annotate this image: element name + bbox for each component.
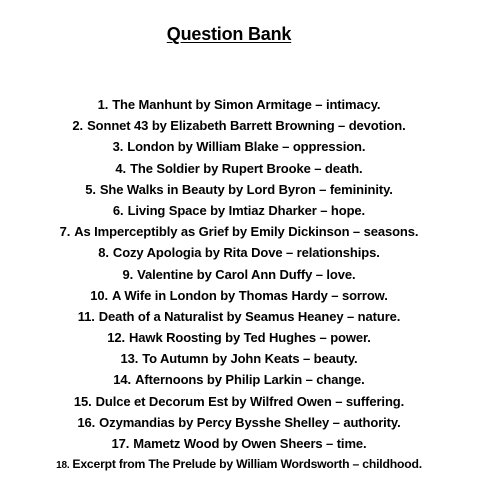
item-text: Death of a Naturalist by Seamus Heaney – nature.	[98, 308, 401, 324]
item-number: 16.	[77, 414, 96, 430]
list-item	[0, 136, 478, 157]
list-item	[0, 348, 478, 369]
item-text: A Wife in London by Thomas Hardy – sorrow.	[112, 287, 388, 303]
item-text: London by William Blake – oppression.	[127, 139, 366, 155]
question-list	[0, 94, 478, 475]
item-number: 9.	[122, 266, 134, 282]
list-item	[0, 264, 478, 285]
list-item	[0, 200, 478, 221]
item-text: Dulce et Decorum Est by Wilfred Owen – suffering.	[95, 393, 405, 409]
item-text: The Manhunt by Simon Armitage – intimacy.	[112, 97, 381, 112]
item-text: Cozy Apologia by Rita Dove – relationships.	[112, 245, 380, 261]
item-number: 2.	[72, 118, 84, 134]
item-number: 14.	[113, 372, 132, 388]
list-item	[0, 391, 478, 412]
item-number: 15.	[73, 393, 92, 409]
item-text: Living Space by Imtiaz Dharker – hope.	[127, 202, 366, 218]
list-item	[0, 285, 478, 306]
item-number: 5.	[85, 181, 96, 197]
list-item	[0, 327, 478, 348]
item-number: 3.	[112, 139, 124, 155]
item-number: 8.	[98, 245, 109, 261]
list-item	[0, 221, 478, 242]
list-item	[0, 158, 478, 179]
item-number: 18.	[56, 460, 70, 472]
item-text: Mametz Wood by Owen Sheers – time.	[133, 436, 367, 451]
item-text: To Autumn by John Keats – beauty.	[142, 351, 358, 367]
item-number: 11.	[77, 308, 95, 324]
item-text: She Walks in Beauty by Lord Byron – femininity.	[99, 181, 393, 197]
list-item	[0, 306, 478, 327]
item-number: 17.	[111, 436, 130, 451]
list-item	[0, 454, 478, 475]
item-text: Hawk Roosting by Ted Hughes – power.	[129, 330, 371, 346]
list-item	[0, 369, 478, 390]
item-number: 13.	[120, 351, 139, 367]
item-text: Valentine by Carol Ann Duffy – love.	[137, 266, 356, 282]
item-number: 12.	[107, 330, 126, 346]
page-title: Question Bank	[166, 24, 292, 44]
item-number: 10.	[90, 287, 109, 303]
list-item	[0, 412, 478, 433]
item-number: 4.	[115, 160, 127, 176]
item-number: 1.	[97, 97, 109, 112]
item-text: Afternoons by Philip Larkin – change.	[135, 372, 365, 388]
item-text: Excerpt from The Prelude by William Wordsworth – childhood.	[72, 457, 422, 472]
item-number: 6.	[112, 202, 124, 218]
list-item	[0, 115, 478, 136]
item-text: As Imperceptibly as Grief by Emily Dickinson – seasons.	[74, 224, 419, 240]
item-text: The Soldier by Rupert Brooke – death.	[130, 160, 363, 176]
list-item	[0, 242, 478, 263]
item-number: 7.	[59, 224, 71, 240]
item-text: Sonnet 43 by Elizabeth Barrett Browning – devotion.	[87, 118, 406, 134]
list-item	[0, 179, 478, 200]
item-text: Ozymandias by Percy Bysshe Shelley – authority.	[99, 414, 401, 430]
list-item	[0, 433, 478, 454]
list-item	[0, 94, 478, 115]
